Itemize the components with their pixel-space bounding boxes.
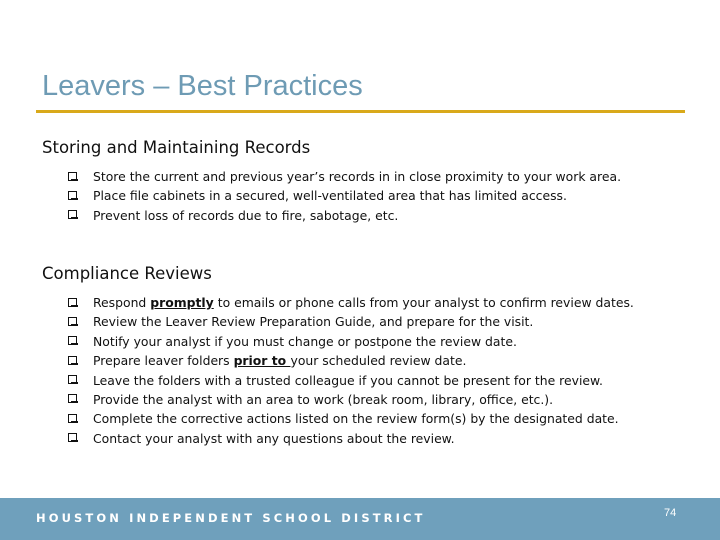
list-item: Prevent loss of records due to fire, sabotage, etc. [68, 206, 621, 225]
emphasis-text: promptly [150, 295, 214, 310]
list-item: Provide the analyst with an area to work (break room, library, office, etc.). [68, 390, 634, 409]
checkbox-bullet-icon [68, 172, 77, 181]
checkbox-bullet-icon [68, 433, 77, 442]
records-list [68, 167, 621, 225]
list-item: Leave the folders with a trusted colleague if you cannot be present for the review. [68, 371, 634, 390]
list-item: Review the Leaver Review Preparation Guide, and prepare for the visit. [68, 312, 634, 331]
checkbox-bullet-icon [68, 191, 77, 200]
slide-title: Leavers – Best Practices [42, 70, 363, 102]
checkbox-bullet-icon [68, 414, 77, 423]
page-number: 74 [664, 507, 677, 519]
list-item: Prepare leaver folders prior to your scheduled review date. [68, 351, 634, 370]
checkbox-bullet-icon [68, 375, 77, 384]
checkbox-bullet-icon [68, 394, 77, 403]
checkbox-bullet-icon [68, 298, 77, 307]
list-item: Complete the corrective actions listed on the review form(s) by the designated date. [68, 409, 634, 428]
list-item: Notify your analyst if you must change or postpone the review date. [68, 332, 634, 351]
list-item: Store the current and previous year’s records in in close proximity to your work area. [68, 167, 621, 186]
section-heading-compliance: Compliance Reviews [42, 264, 212, 283]
list-item: Contact your analyst with any questions about the review. [68, 429, 634, 448]
list-item: Respond promptly to emails or phone calls from your analyst to confirm review dates. [68, 293, 634, 312]
checkbox-bullet-icon [68, 317, 77, 326]
footer-organization: HOUSTON INDEPENDENT SCHOOL DISTRICT [36, 511, 426, 525]
list-item: Place file cabinets in a secured, well-ventilated area that has limited access. [68, 186, 621, 205]
title-divider [36, 110, 685, 113]
compliance-list [68, 293, 634, 448]
checkbox-bullet-icon [68, 356, 77, 365]
emphasis-text: prior to [233, 353, 291, 369]
section-heading-records: Storing and Maintaining Records [42, 138, 311, 157]
checkbox-bullet-icon [68, 336, 77, 345]
checkbox-bullet-icon [68, 210, 77, 219]
